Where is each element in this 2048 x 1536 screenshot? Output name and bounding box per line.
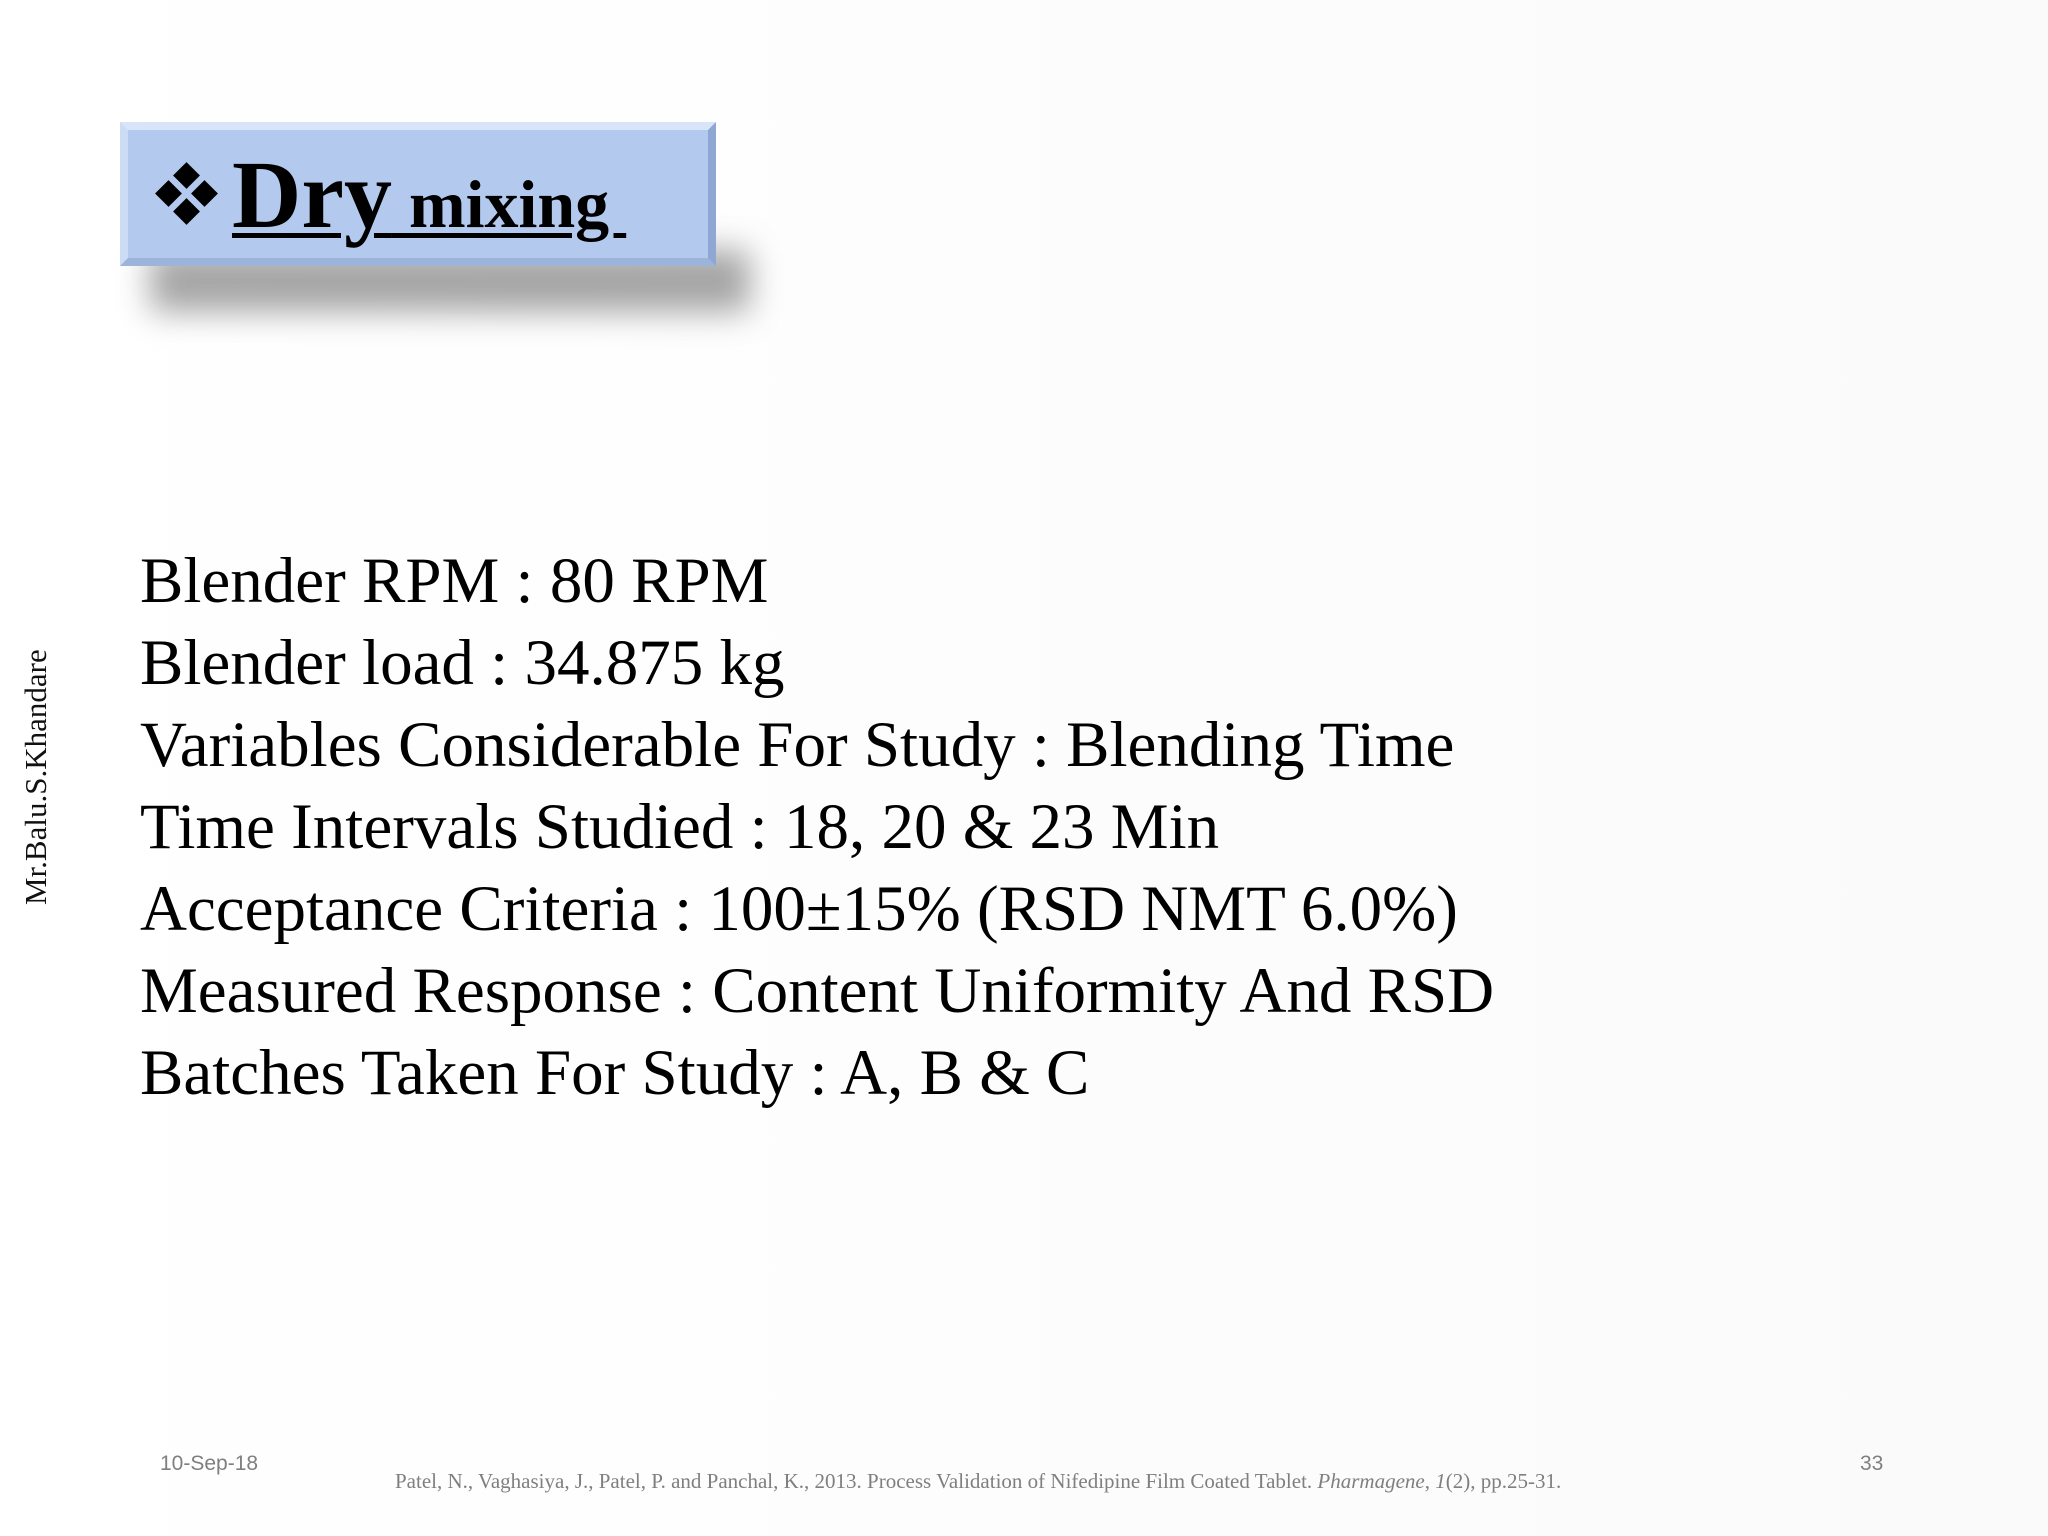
- slide-title: [232, 139, 626, 250]
- content-line-measured-response: Measured Response : Content Uniformity And RSD: [140, 955, 1495, 1027]
- footer-citation: [395, 1469, 1561, 1494]
- footer-page-number: 33: [1860, 1452, 1884, 1475]
- citation-volume: 1: [1435, 1469, 1446, 1493]
- content-line-blender-rpm: Blender RPM : 80 RPM: [140, 545, 769, 617]
- title-word-mixing: mixing: [391, 165, 627, 242]
- content-line-acceptance-criteria: Acceptance Criteria : 100±15% (RSD NMT 6.0%): [140, 873, 1458, 945]
- author-vertical-label: Mr.Balu.S.Khandare: [18, 649, 53, 905]
- title-word-dry: Dry: [232, 140, 392, 248]
- content-list: [140, 540, 1494, 1114]
- citation-pages: (2), pp.25-31.: [1445, 1469, 1562, 1493]
- title-box: [120, 122, 716, 266]
- diamond-bullet-icon: [156, 163, 218, 225]
- content-line-blender-load: Blender load : 34.875 kg: [140, 627, 785, 699]
- footer-date: 10-Sep-18: [160, 1452, 259, 1475]
- content-line-variables: Variables Considerable For Study : Blending Time: [140, 709, 1455, 781]
- citation-separator: ,: [1424, 1469, 1436, 1493]
- citation-journal: Pharmagene: [1317, 1469, 1425, 1493]
- citation-text: Patel, N., Vaghasiya, J., Patel, P. and Panchal, K., 2013. Process Validation of Nifedipine Film Coated Tablet.: [395, 1469, 1318, 1493]
- content-line-time-intervals: Time Intervals Studied : 18, 20 & 23 Min: [140, 791, 1220, 863]
- content-line-batches: Batches Taken For Study : A, B & C: [140, 1037, 1090, 1109]
